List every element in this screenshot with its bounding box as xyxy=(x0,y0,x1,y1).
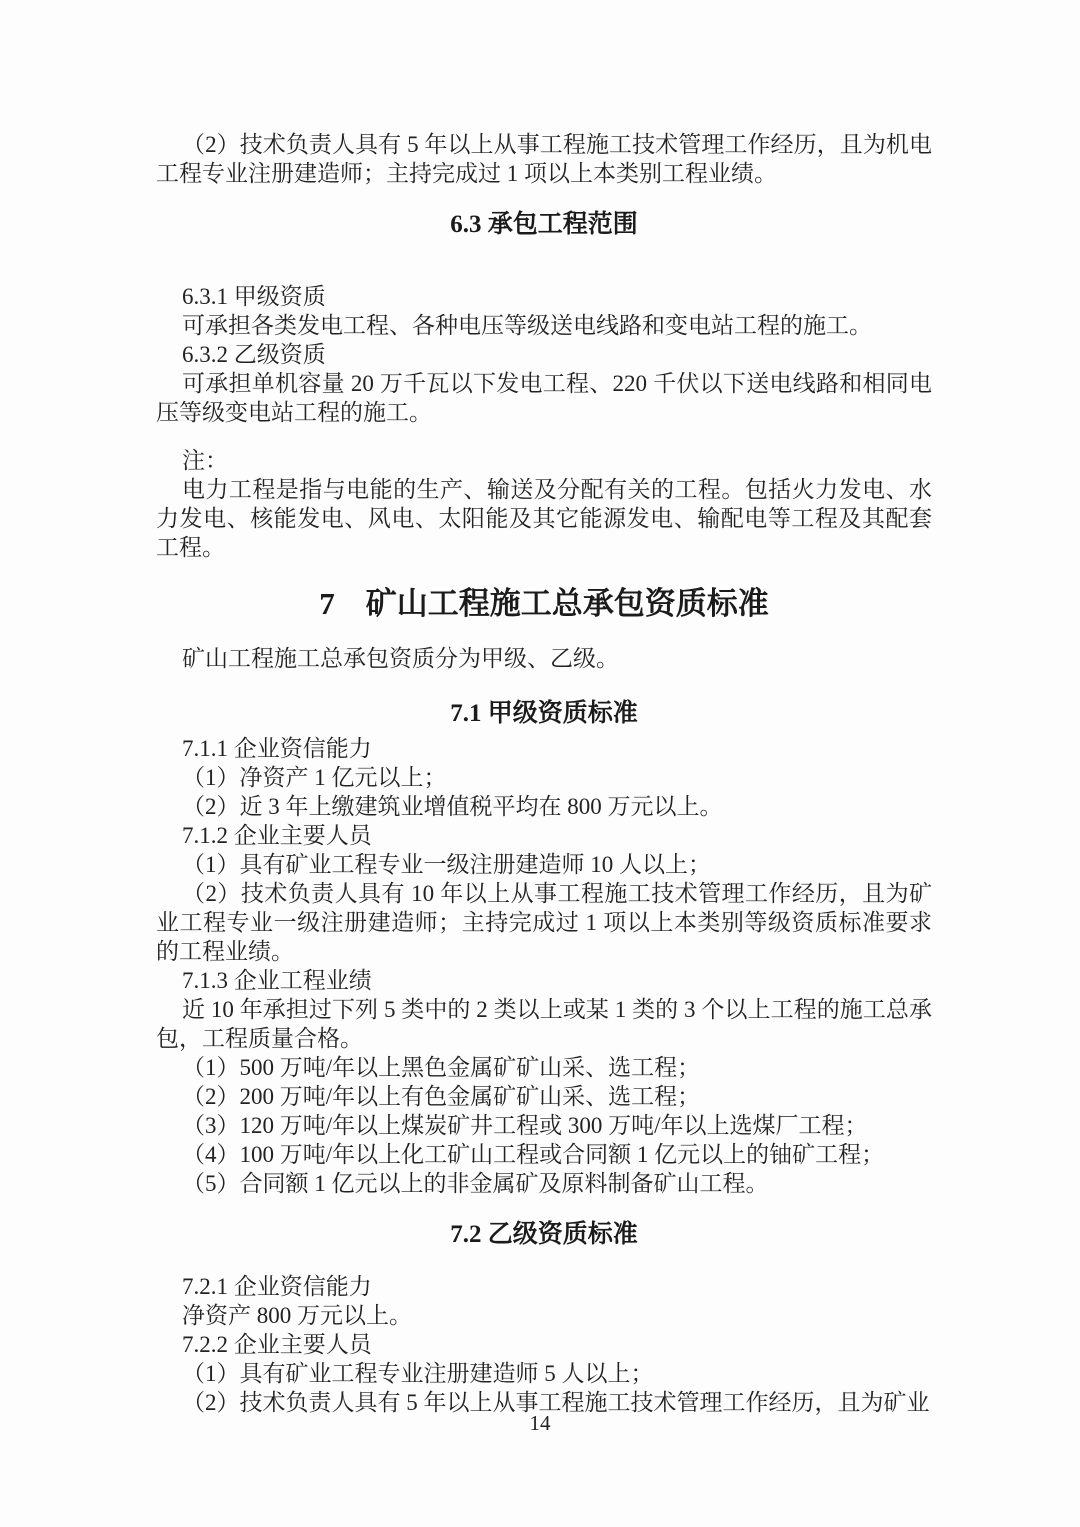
doc-paragraph: （1）具有矿业工程专业一级注册建造师 10 人以上； xyxy=(182,852,711,877)
doc-paragraph: 电力工程是指与电能的生产、输送及分配有关的工程。包括火力发电、水力发电、核能发电、风电、太阳能及其它能源发电、输配电等工程及其配套工程。 xyxy=(156,477,932,560)
doc-paragraph: 净资产 800 万元以上。 xyxy=(182,1303,412,1328)
section-heading-6-3: 6.3 承包工程范围 xyxy=(450,211,638,238)
doc-paragraph: （5）合同额 1 亿元以上的非金属矿及原料制备矿山工程。 xyxy=(182,1171,769,1196)
doc-paragraph: （1）500 万吨/年以上黑色金属矿矿山采、选工程； xyxy=(182,1055,701,1080)
doc-paragraph: （2）技术负责人具有 5 年以上从事工程施工技术管理工作经历，且为矿业 xyxy=(182,1390,930,1415)
doc-paragraph: （4）100 万吨/年以上化工矿山工程或合同额 1 亿元以上的铀矿工程； xyxy=(182,1142,885,1167)
doc-paragraph: 近 10 年承担过下列 5 类中的 2 类以上或某 1 类的 3 个以上工程的施工总承包，工程质量合格。 xyxy=(156,997,933,1051)
doc-paragraph: （1）具有矿业工程专业注册建造师 5 人以上； xyxy=(182,1361,654,1386)
section-heading-7-2: 7.2 乙级资质标准 xyxy=(450,1221,638,1248)
doc-paragraph: （2）200 万吨/年以上有色金属矿矿山采、选工程； xyxy=(182,1084,701,1109)
doc-paragraph: （2）技术负责人具有 5 年以上从事工程施工技术管理工作经历，且为机电工程专业注册建造师；主持完成过 1 项以上本类别工程业绩。 xyxy=(156,132,932,186)
doc-paragraph: 7.1.1 企业资信能力 xyxy=(182,736,372,761)
doc-paragraph: 可承担单机容量 20 万千瓦以下发电工程、220 千伏以下送电线路和相同电压等级变电站工程的施工。 xyxy=(156,371,932,425)
section-heading-7-1: 7.1 甲级资质标准 xyxy=(450,700,638,727)
doc-paragraph: （3）120 万吨/年以上煤炭矿井工程或 300 万吨/年以上选煤厂工程； xyxy=(182,1113,868,1138)
doc-paragraph: 7.2.2 企业主要人员 xyxy=(182,1332,372,1357)
page-number: 14 xyxy=(529,1411,551,1435)
doc-paragraph: 6.3.1 甲级资质 xyxy=(182,284,326,309)
note-label: 注： xyxy=(182,448,228,473)
chapter-heading-7: 7 矿山工程施工总承包资质标准 xyxy=(319,586,769,621)
doc-paragraph: （2）近 3 年上缴建筑业增值税平均在 800 万元以上。 xyxy=(182,794,723,819)
doc-paragraph: 7.2.1 企业资信能力 xyxy=(182,1274,372,1299)
doc-paragraph: （1）净资产 1 亿元以上； xyxy=(182,765,447,790)
doc-paragraph: 矿山工程施工总承包资质分为甲级、乙级。 xyxy=(182,646,619,671)
doc-paragraph: （2）技术负责人具有 10 年以上从事工程施工技术管理工作经历，且为矿业工程专业一级注册建造师；主持完成过 1 项以上本类别等级资质标准要求的工程业绩。 xyxy=(156,881,932,964)
doc-paragraph: 7.1.3 企业工程业绩 xyxy=(182,968,372,993)
doc-paragraph: 可承担各类发电工程、各种电压等级送电线路和变电站工程的施工。 xyxy=(182,313,872,338)
doc-paragraph: 6.3.2 乙级资质 xyxy=(182,342,326,367)
doc-paragraph: 7.1.2 企业主要人员 xyxy=(182,823,372,848)
